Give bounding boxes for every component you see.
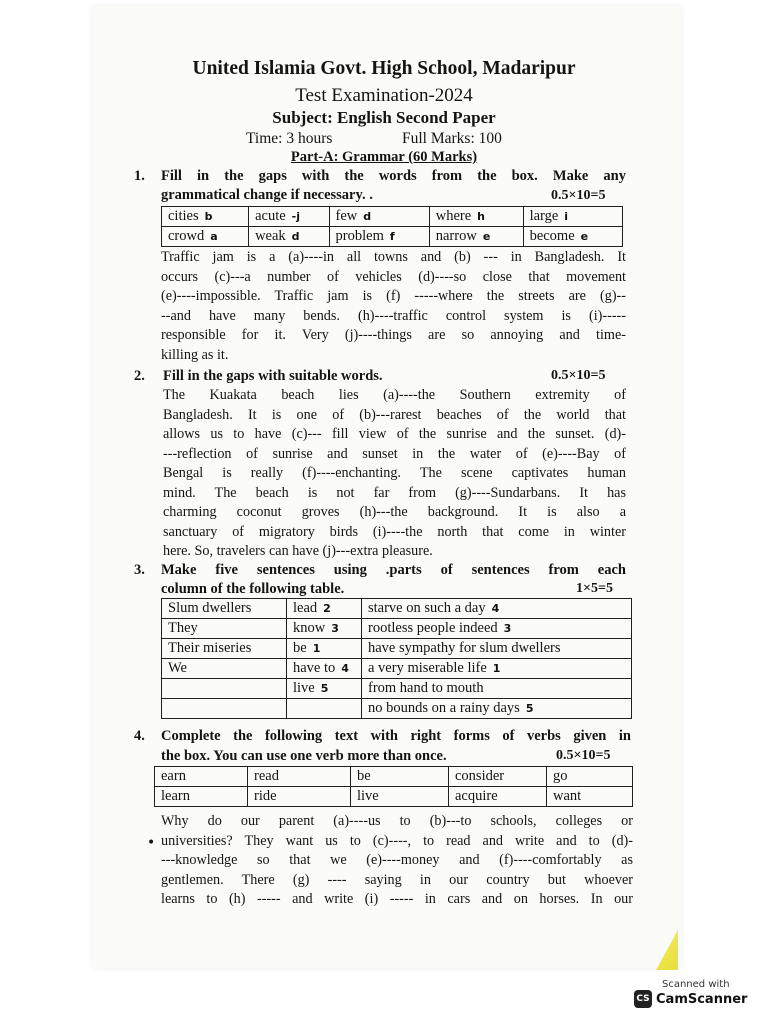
q3-complement: starve on such a day (368, 600, 486, 616)
q3-verb: be (293, 640, 307, 656)
q1-box-word: cities (168, 208, 199, 224)
q3-col-complement (362, 639, 632, 659)
q4-box-row (155, 787, 633, 807)
q3-col-verb (287, 699, 362, 719)
handwritten-mark: e (482, 230, 491, 243)
question-3-marks: 1×5=5 (576, 581, 613, 596)
handwritten-mark: 1 (312, 642, 321, 655)
handwritten-mark: d (363, 210, 372, 223)
question-4-number: 4. (134, 728, 145, 744)
handwritten-mark: 2 (323, 602, 331, 615)
full-marks: Full Marks: 100 (402, 130, 502, 147)
handwritten-mark: f (389, 230, 395, 243)
q3-col-subject (162, 699, 287, 719)
question-2-marks: 0.5×10=5 (551, 368, 606, 383)
q1-box-word: few (335, 208, 358, 224)
q1-box-cell (249, 207, 329, 227)
camscanner-watermark (626, 974, 762, 1020)
q1-box-word: crowd (168, 228, 205, 244)
q1-box-cell (329, 227, 429, 247)
part-a-heading (0, 149, 768, 166)
q3-table-row (162, 639, 632, 659)
q4-box-cell: acquire (449, 787, 547, 807)
q3-col-complement (362, 659, 632, 679)
question-4-marks: 0.5×10=5 (556, 748, 611, 763)
question-4-instruction-2: the box. You can use one verb more than once. (161, 748, 447, 764)
q3-col-verb (287, 639, 362, 659)
question-2-instruction: Fill in the gaps with suitable words. (163, 368, 383, 384)
q1-box-cell (523, 207, 622, 227)
q3-col-subject: They (162, 619, 287, 639)
passage-line: learns to (h) ----- and write (i) ----- in cars and on horses. In our (161, 891, 633, 907)
q3-table-row (162, 619, 632, 639)
q4-box-cell: read (248, 767, 351, 787)
q1-box-word: problem (335, 228, 384, 244)
q3-col-verb (287, 619, 362, 639)
q1-box-cell (249, 227, 329, 247)
handwritten-mark: d (291, 230, 300, 243)
handwritten-mark: b (204, 210, 213, 223)
exam-title: Test Examination-2024 (295, 85, 473, 106)
q4-box-cell: learn (155, 787, 248, 807)
handwritten-mark: e (580, 230, 589, 243)
q3-verb: lead (293, 600, 318, 616)
handwritten-mark: 4 (341, 662, 349, 675)
q3-col-complement (362, 599, 632, 619)
question-1-instruction-2: grammatical change if necessary. . (161, 187, 373, 203)
school-name: United Islamia Govt. High School, Madaripur (192, 58, 576, 79)
q3-complement: from hand to mouth (368, 680, 484, 696)
q1-box-row (162, 227, 623, 247)
handwritten-mark: i (564, 210, 569, 223)
q4-box-cell: consider (449, 767, 547, 787)
handwritten-mark: 3 (331, 622, 339, 635)
question-3-instruction: Make five sentences using .parts of sentences from each (161, 562, 626, 578)
camscanner-label: CamScanner (656, 992, 748, 1007)
passage-line: responsible for it. Very (j)----things are so annoying and time- (161, 327, 626, 343)
q4-box-row (155, 767, 633, 787)
q1-box-cell (429, 207, 523, 227)
passage-line: Bangladesh. It is one of (b)---rarest beaches of the world that (163, 406, 626, 423)
passage-line: sanctuary of migratory birds (i)----the north that come in winter (163, 523, 626, 540)
subject-title: Subject: English Second Paper (272, 108, 496, 127)
q3-col-subject: We (162, 659, 287, 679)
passage-line: allows us to have (c)--- fill view of the sunrise and the sunset. (d)- (163, 426, 626, 442)
q3-col-subject: Slum dwellers (162, 599, 287, 619)
q3-col-verb (287, 659, 362, 679)
passage-line: here. So, travelers can have (j)---extra pleasure. (163, 543, 433, 559)
q1-box-word: weak (255, 228, 286, 244)
question-4-instruction: Complete the following text with right forms of verbs given in (161, 728, 631, 744)
passage-line: killing as it. (161, 346, 229, 363)
q3-table-row (162, 679, 632, 699)
q3-col-complement (362, 699, 632, 719)
q4-box-cell: be (351, 767, 449, 787)
question-3-number: 3. (134, 562, 145, 578)
q1-box-cell (162, 227, 249, 247)
q3-complement: a very miserable life (368, 660, 487, 676)
bullet-dot: • (147, 835, 156, 851)
q3-table-row (162, 599, 632, 619)
q1-box-word: narrow (435, 228, 477, 244)
q1-box-cell (429, 227, 523, 247)
handwritten-mark: -j (291, 210, 301, 223)
camscanner-logo-icon: CS (634, 990, 652, 1008)
handwritten-mark: 1 (492, 662, 501, 675)
passage-line: (e)----impossible. Traffic jam is (f) -----where the streets are (g)-- (161, 288, 626, 304)
question-1-marks: 0.5×10=5 (551, 188, 606, 203)
handwritten-mark: 4 (491, 602, 500, 615)
passage-line: mind. The beach is not far from (g)----Sundarbans. It has (163, 484, 626, 501)
q3-table-row (162, 659, 632, 679)
question-4-passage (161, 812, 633, 910)
q3-col-subject: Their miseries (162, 639, 287, 659)
part-a-label: Part-A: Grammar (60 Marks) (290, 149, 478, 165)
question-3-instruction-2: column of the following table. (161, 581, 345, 597)
passage-line: gentlemen. There (g) ---- saying in our country but whoever (161, 871, 633, 888)
q4-box-cell: want (547, 787, 633, 807)
q3-col-complement (362, 679, 632, 699)
q3-verb: live (293, 680, 315, 696)
question-1-instruction: Fill in the gaps with the words from the box. Make any (161, 168, 626, 184)
q1-box-word: where (435, 208, 472, 224)
passage-line: ---knowledge so that we (e)----money and (f)----comfortably as (161, 852, 633, 868)
question-2-number: 2. (134, 368, 145, 384)
handwritten-mark: 5 (525, 702, 534, 715)
q4-verb-box (154, 766, 633, 807)
q1-box-cell (329, 207, 429, 227)
handwritten-mark: 3 (503, 622, 512, 635)
q3-col-verb (287, 679, 362, 699)
handwritten-mark: a (210, 230, 218, 243)
question-2-passage (163, 386, 626, 562)
handwritten-mark: 5 (320, 682, 329, 695)
q1-box-cell (523, 227, 622, 247)
passage-line: Why do our parent (a)----us to (b)---to schools, colleges or (161, 813, 633, 829)
q4-box-cell: go (547, 767, 633, 787)
question-1-passage (161, 248, 626, 365)
q1-box-word: acute (255, 208, 286, 224)
question-1-number: 1. (134, 168, 145, 184)
q4-box-cell: earn (155, 767, 248, 787)
passage-line: Bengal is really (f)----enchanting. The scene captivates human (163, 465, 626, 481)
passage-line: ---reflection of sunrise and sunset in the water of (e)----Bay of (163, 445, 626, 462)
handwritten-mark: h (477, 210, 485, 223)
q3-sentence-table (161, 598, 632, 719)
scanned-with-label: Scanned with (662, 979, 730, 990)
q3-verb: have to (293, 660, 336, 676)
exam-time: Time: 3 hours (246, 130, 333, 147)
passage-line: universities? They want us to (c)----, to read and write and to (d)- (161, 832, 633, 849)
q3-table-row (162, 699, 632, 719)
q4-box-cell: ride (248, 787, 351, 807)
q3-complement: no bounds on a rainy days (368, 700, 520, 716)
passage-line: occurs (c)---a number of vehicles (d)----so close that movement (161, 268, 626, 285)
q4-box-cell: live (351, 787, 449, 807)
q1-word-box (161, 206, 623, 247)
q1-box-row (162, 207, 623, 227)
q1-box-word: become (529, 228, 575, 244)
q3-complement: rootless people indeed (368, 620, 498, 636)
passage-line: The Kuakata beach lies (a)----the Southern extremity of (163, 387, 626, 403)
q3-col-complement (362, 619, 632, 639)
q3-verb: know (293, 620, 326, 636)
q3-complement: have sympathy for slum dwellers (368, 640, 561, 656)
q3-col-verb (287, 599, 362, 619)
passage-line: Traffic jam is a (a)----in all towns and (b) --- in Bangladesh. It (161, 249, 626, 265)
passage-line: charming coconut groves (h)---the background. It is also a (163, 504, 626, 520)
q1-box-cell (162, 207, 249, 227)
q3-col-subject (162, 679, 287, 699)
passage-line: --and have many bends. (h)----traffic control system is (i)----- (161, 307, 626, 324)
q1-box-word: large (529, 208, 559, 224)
